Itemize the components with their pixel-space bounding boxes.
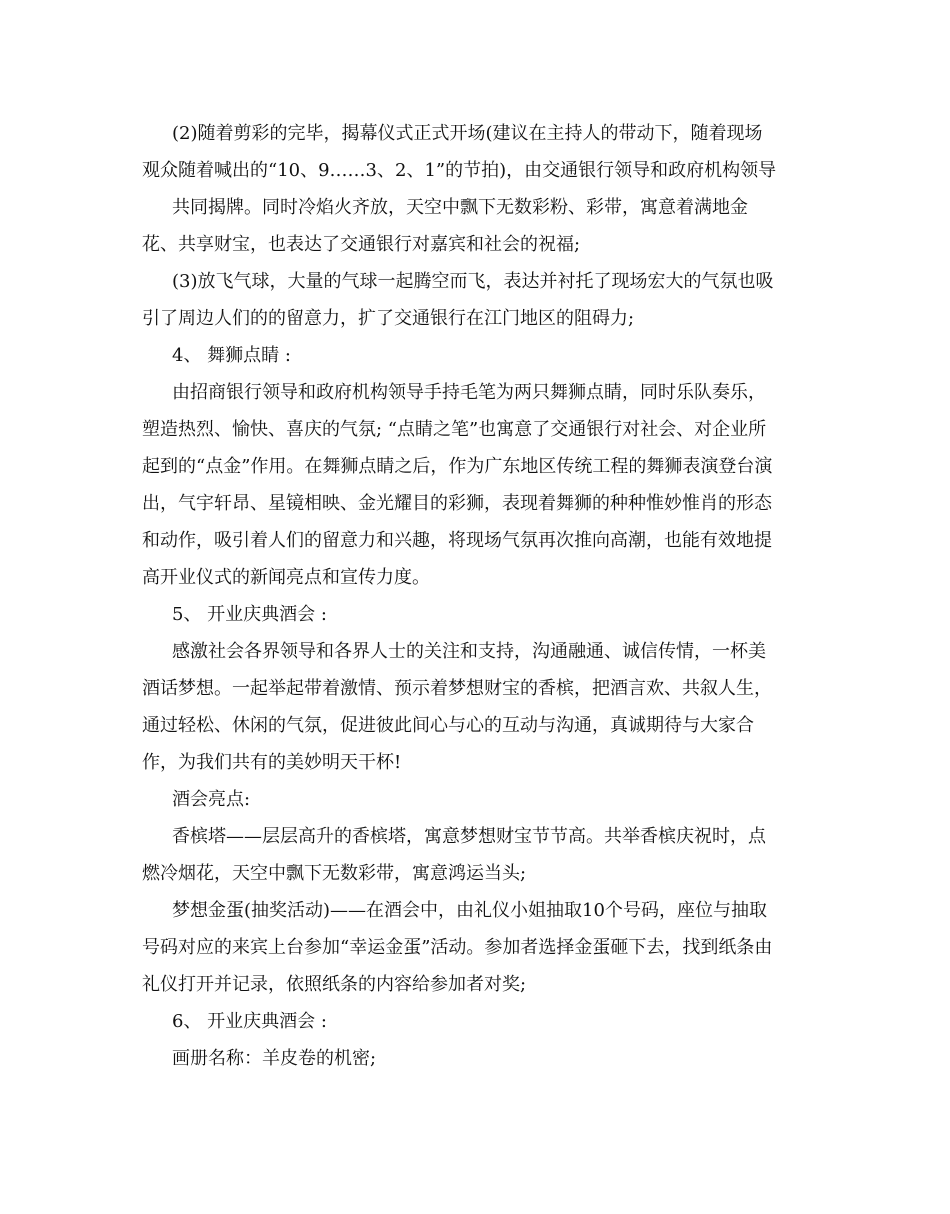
text-line: 和动作，吸引着人们的留意力和兴趣，将现场气氛再次推向高潮，也能有效地提	[142, 530, 772, 551]
text-line: 画册名称：羊皮卷的机密;	[172, 1048, 377, 1069]
section-heading: 5、 开业庆典酒会 :	[172, 604, 327, 625]
subheading: 酒会亮点:	[172, 789, 251, 810]
text-line: 塑造热烈、愉快、喜庆的气氛; “点睛之笔”也寓意了交通银行对社会、对企业所	[142, 419, 767, 440]
text-line: 作，为我们共有的美妙明天干杯!	[142, 752, 402, 773]
text-line: 出，气宇轩昂、星镜相映、金光耀目的彩狮，表现着舞狮的种种惟妙惟肖的形态	[142, 493, 772, 514]
text-line: 引了周边人们的的留意力，扩了交通银行在江门地区的阻碍力;	[142, 308, 635, 329]
text-line: 香槟塔——层层高升的香槟塔，寓意梦想财宝节节高。共举香槟庆祝时，点	[172, 826, 766, 847]
text-line: 燃冷烟花，天空中飘下无数彩带，寓意鸿运当头;	[142, 863, 527, 884]
text-line: 酒话梦想。一起举起带着激情、预示着梦想财宝的香槟，把酒言欢、共叙人生，	[142, 678, 772, 699]
text-line: 花、共享财宝，也表达了交通银行对嘉宾和社会的祝福;	[142, 234, 581, 255]
text-line: 由招商银行领导和政府机构领导手持毛笔为两只舞狮点睛，同时乐队奏乐，	[172, 382, 766, 403]
text-line: 礼仪打开并记录，依照纸条的内容给参加者对奖;	[142, 974, 527, 995]
section-heading: 6、 开业庆典酒会 :	[172, 1011, 327, 1032]
text-line: (2)随着剪彩的完毕，揭幕仪式正式开场(建议在主持人的带动下，随着现场	[172, 123, 763, 144]
section-heading: 4、 舞狮点睛 :	[172, 345, 291, 366]
text-line: 号码对应的来宾上台参加“幸运金蛋”活动。参加者选择金蛋砸下去，找到纸条由	[142, 937, 773, 958]
text-line: (3)放飞气球，大量的气球一起腾空而飞，表达并衬托了现场宏大的气氛也吸	[172, 271, 774, 292]
text-line: 感激社会各界领导和各界人士的关注和支持，沟通融通、诚信传情，一杯美	[172, 641, 766, 662]
text-line: 共同揭牌。同时冷焰火齐放，天空中飘下无数彩粉、彩带，寓意着满地金	[172, 197, 748, 218]
text-line: 通过轻松、休闲的气氛，促进彼此间心与心的互动与沟通，真诚期待与大家合	[142, 715, 754, 736]
text-line: 起到的“点金”作用。在舞狮点睛之后，作为广东地区传统工程的舞狮表演登台演	[142, 456, 773, 477]
text-line: 高开业仪式的新闻亮点和宣传力度。	[142, 567, 430, 588]
text-line: 观众随着喊出的“10、9……3、2、1”的节拍)，由交通银行领导和政府机构领导	[142, 160, 777, 181]
text-line: 梦想金蛋(抽奖活动)——在酒会中，由礼仪小姐抽取10个号码，座位与抽取	[172, 900, 767, 921]
